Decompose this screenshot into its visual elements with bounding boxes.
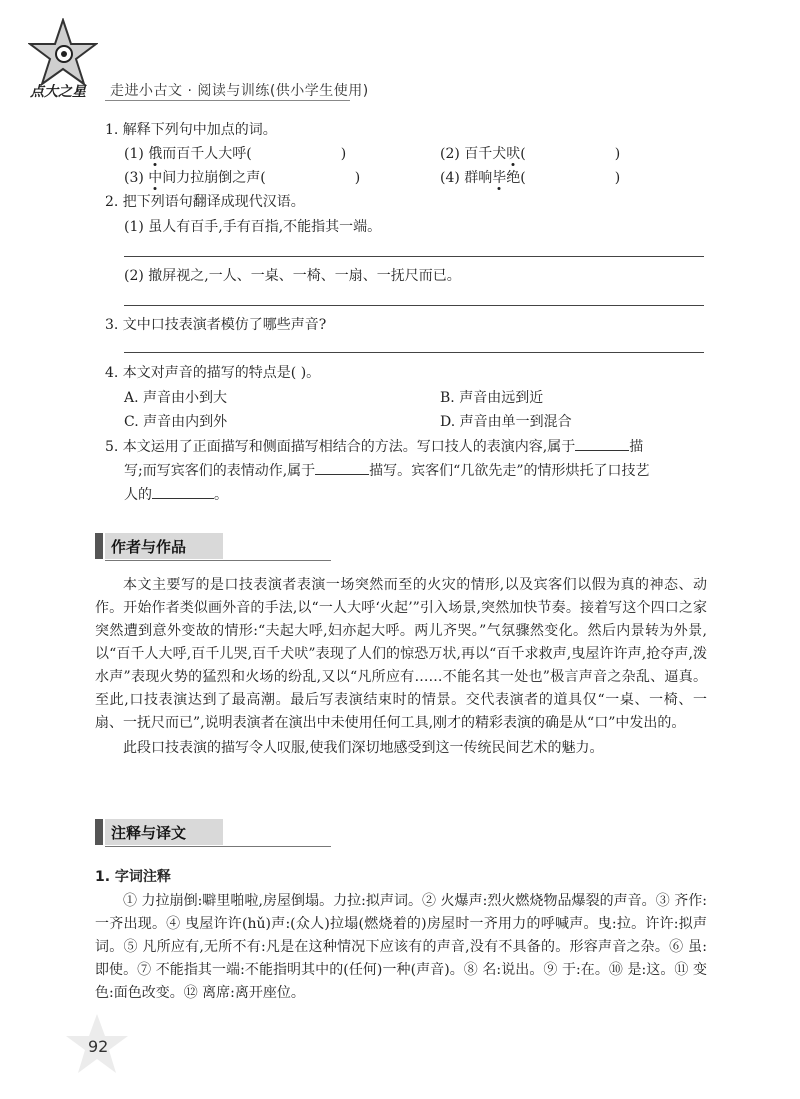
word-notes-text: ① 力拉崩倒:噼里啪啦,房屋倒塌。力拉:拟声词。② 火爆声:烈火燃烧物品爆裂的声音。③ 齐作:一齐出现。④ 曳屋许许(hǔ)声:(众人)拉塌(燃烧着的)房屋时一齐用力的呼喊声。曳:拉。许许:拟声词。⑤ 凡所应有,无所不有:凡是在这种情况下应该有的声音,没有不具备的。形容声音之杂。⑥ 虽:即使。⑦ 不能指其一端:不能指明其中的(任何)一种(声音)。⑧ 名:说出。⑨ 于:在。⑩ 是:这。⑪ 变色:面色改变。⑫ 离席:离开座位。 (95, 893, 707, 1001)
q5-line-3: 人的 。 (124, 484, 228, 505)
brand-name: 点大之星 (30, 84, 86, 100)
q5-blank-1[interactable] (575, 436, 629, 451)
q1-item-2: (2) 百千犬吠( ) (440, 146, 621, 162)
q5-blank-3[interactable] (152, 484, 214, 499)
q5-blank-2[interactable] (315, 460, 369, 475)
q5-line-1: 5. 本文运用了正面描写和侧面描写相结合的方法。写口技人的表演内容,属于 描 (105, 436, 643, 457)
section-author-heading: 作者与作品 (95, 533, 245, 559)
q1-item-1: (1) 俄而百千人大呼( ) (124, 146, 347, 162)
q3-title: 3. 文中口技表演者模仿了哪些声音? (105, 317, 327, 333)
q4-title: 4. 本文对声音的描写的特点是( )。 (105, 365, 321, 381)
q3-answer-line[interactable] (124, 352, 704, 353)
author-analysis-p2: 此段口技表演的描写令人叹服,使我们深切地感受到这一传统民间艺术的魅力。 (123, 740, 604, 756)
q1-item-4: (4) 群响毕绝( ) (440, 170, 621, 186)
section-notes-heading: 注释与译文 (95, 819, 245, 845)
q2-sentence-2: (2) 撤屏视之,一人、一桌、一椅、一扇、一抚尺而已。 (124, 268, 461, 284)
q2-title: 2. 把下列语句翻译成现代汉语。 (105, 194, 305, 210)
star-logo-icon (28, 18, 98, 88)
q2-sentence-1: (1) 虽人有百手,手有百指,不能指其一端。 (124, 219, 382, 235)
q1-item-3: (3) 中间力拉崩倒之声( ) (124, 170, 361, 186)
header-rule (105, 100, 350, 101)
q2-answer-line-1[interactable] (124, 256, 704, 257)
word-notes-heading: 1. 字词注释 (95, 869, 171, 885)
q4-option-b[interactable]: B. 声音由远到近 (440, 390, 544, 406)
page-number: 92 (88, 1037, 109, 1056)
q4-option-a[interactable]: A. 声音由小到大 (124, 390, 228, 406)
q4-option-c[interactable]: C. 声音由内到外 (124, 414, 228, 430)
q1-title: 1. 解释下列句中加点的词。 (105, 122, 277, 138)
author-analysis (95, 574, 707, 760)
q4-option-d[interactable]: D. 声音由单一到混合 (440, 414, 572, 430)
q5-line-2: 写;而写宾客们的表情动作,属于 描写。宾客们“几欲先走”的情形烘托了口技艺 (124, 460, 650, 481)
header-title: 走进小古文 · 阅读与训练(供小学生使用) (110, 83, 369, 99)
q1-item-1-text: 俄而百千人大呼 (148, 146, 247, 162)
author-analysis-p1: 本文主要写的是口技表演者表演一场突然而至的火灾的情形,以及宾客们以假为真的神态、动作。开始作者类似画外音的手法,以“一人大呼‘火起’”引入场景,突然加快节奏。接着写这个四口之家突然遭到意外变故的情形:“夫起大呼,妇亦起大呼。两儿齐哭。”气氛骤然变化。然后内景转为外景,以“百千人大呼,百千儿哭,百千犬吠”表现了人们的惊恐万状,再以“百千求救声,曳屋许许声,抢夺声,泼水声”表现火势的猛烈和火场的纷乱,又以“凡所应有……不能名其一处也”极言声音之杂乱、逼真。至此,口技表演达到了最高潮。最后写表演结束时的情景。交代表演者的道具仅“一桌、一椅、一扇、一抚尺而已”,说明表演者在演出中未使用任何工具,刚才的精彩表演的确是从“口”中发出的。 (95, 577, 707, 731)
q2-answer-line-2[interactable] (124, 305, 704, 306)
